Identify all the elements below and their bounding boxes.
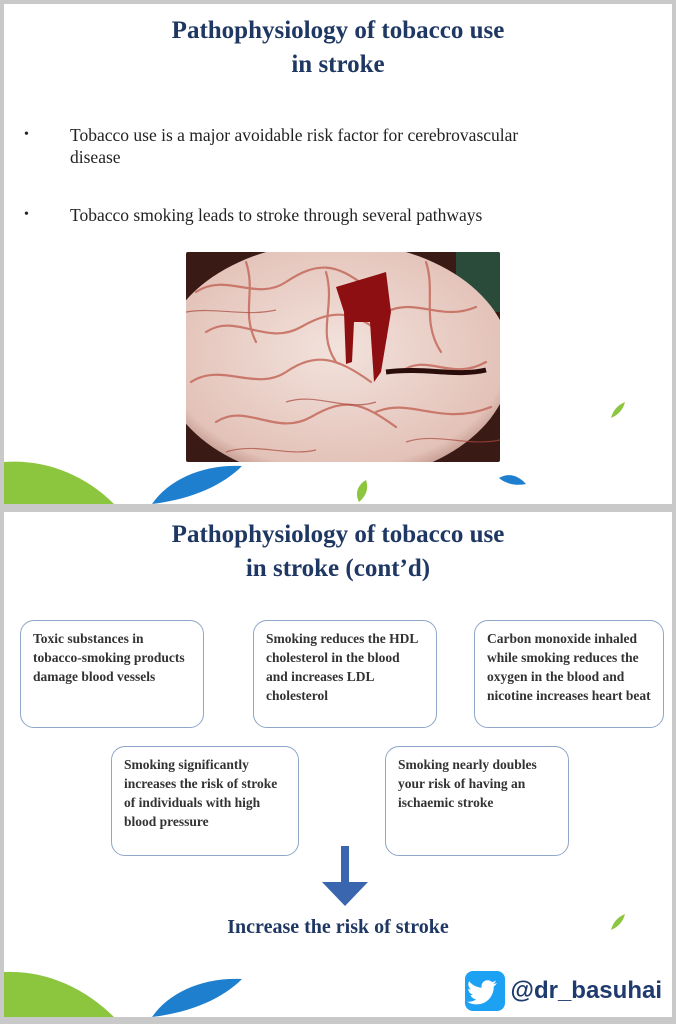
bullet-text: Tobacco use is a major avoidable risk factor for cerebrovascular disease — [70, 125, 519, 167]
slide-2-title-line-1: Pathophysiology of tobacco use — [171, 521, 505, 548]
twitter-icon — [465, 971, 505, 1011]
leaf-decoration — [4, 444, 672, 504]
slide-1-title — [4, 14, 672, 82]
pathway-box: Toxic substances in tobacco-smoking products damage blood vessels — [20, 620, 204, 728]
slide-1-title-line-1: Pathophysiology of tobacco use — [171, 17, 505, 44]
pathway-box: Smoking significantly increases the risk of stroke of individuals with high blood pressure — [111, 746, 299, 856]
slide-1-title-line-2: in stroke — [291, 51, 385, 78]
bullet-marker: • — [24, 127, 29, 142]
leaf-icon — [608, 912, 628, 932]
slide-2-title — [4, 518, 672, 586]
bullet-text: Tobacco smoking leads to stroke through several pathways — [70, 205, 483, 225]
bullet-marker: • — [24, 207, 29, 222]
pathway-box: Smoking reduces the HDL cholesterol in the blood and increases LDL cholesterol — [253, 620, 437, 728]
slide-1 — [4, 4, 672, 504]
leaf-icon — [608, 400, 628, 420]
leaf-decoration — [4, 962, 304, 1017]
slide-2 — [4, 512, 672, 1017]
twitter-handle[interactable] — [465, 971, 662, 1011]
pathway-box: Carbon monoxide inhaled while smoking reduces the oxygen in the blood and nicotine increases heart beat — [474, 620, 664, 728]
conclusion-text: Increase the risk of stroke — [227, 916, 449, 938]
brain-hemorrhage-image — [186, 252, 500, 462]
down-arrow-icon — [320, 846, 370, 908]
twitter-handle-text: @dr_basuhai — [510, 977, 662, 1004]
pathway-box: Smoking nearly doubles your risk of having an ischaemic stroke — [385, 746, 569, 856]
slide-2-title-line-2: in stroke (cont’d) — [245, 555, 431, 582]
